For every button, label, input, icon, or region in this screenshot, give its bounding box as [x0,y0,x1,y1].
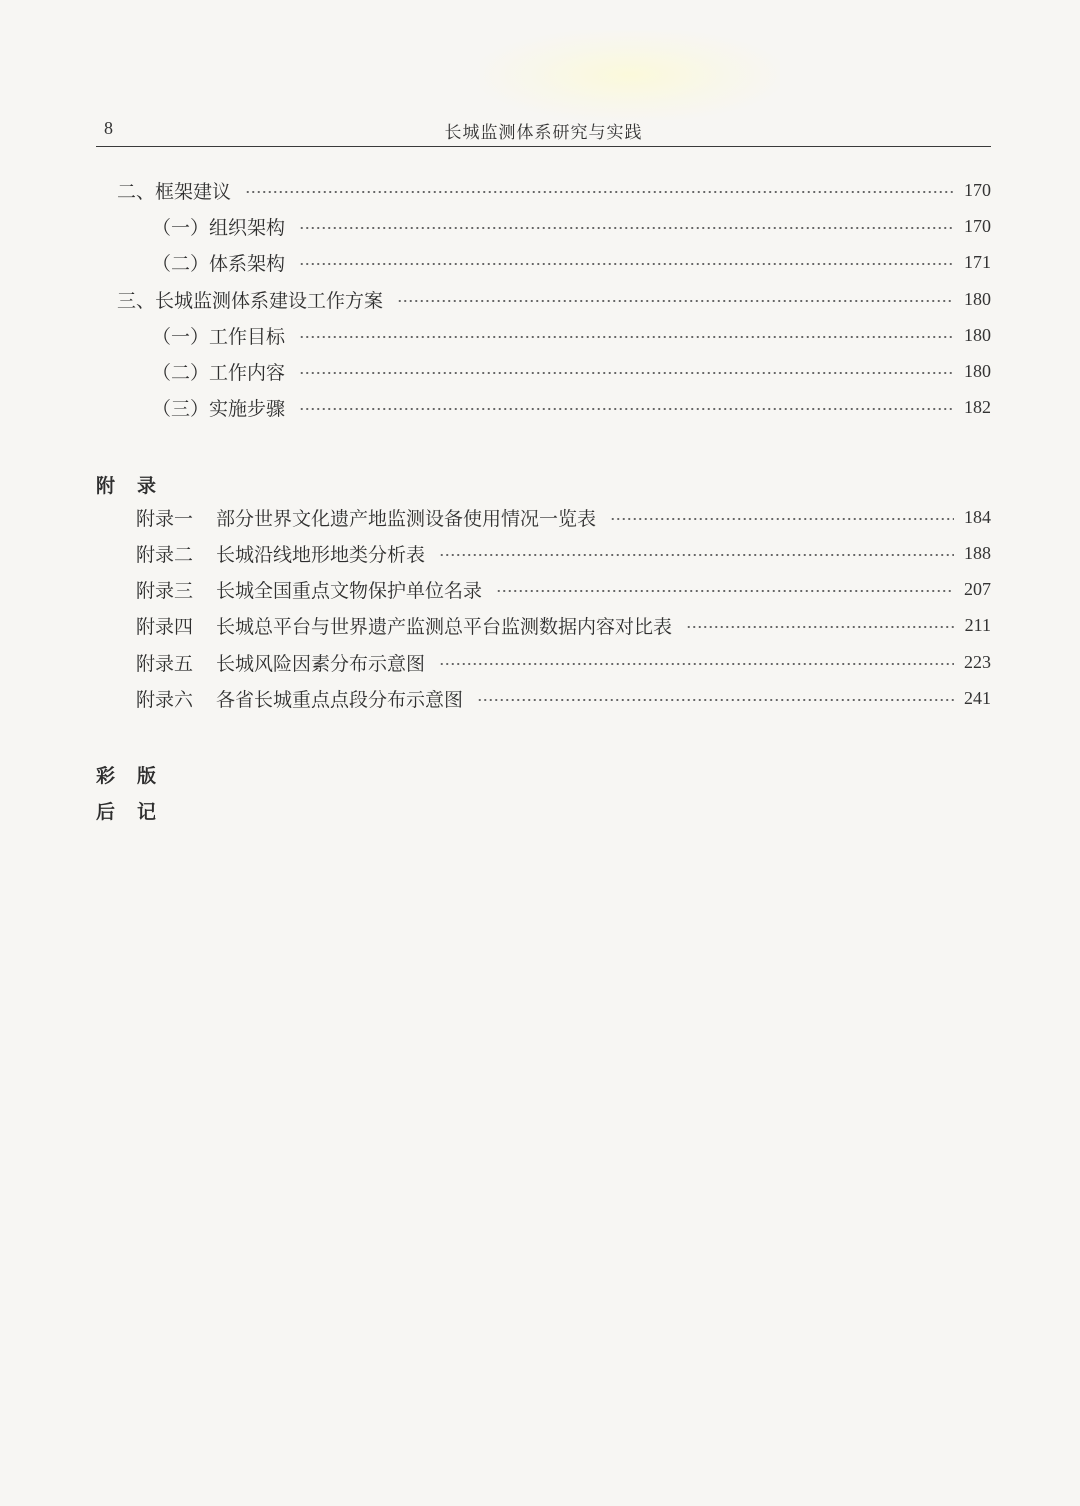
appendix-label: 附录四 [136,615,194,638]
appendix-heading[interactable]: 附录 [96,475,179,497]
dot-leader [299,408,954,410]
toc-entry-page: 171 [964,251,991,272]
toc-entry[interactable] [152,247,991,277]
dot-leader [439,554,954,556]
toc-entry-page: 180 [964,360,991,381]
appendix-title: 各省长城重点点段分布示意图 [216,688,464,711]
appendix-entry[interactable] [136,574,991,604]
dot-leader [299,227,954,229]
dot-leader [299,263,954,265]
toc-entry-title: （二）工作内容 [152,361,286,384]
running-title: 长城监测体系研究与实践 [444,123,643,143]
dot-leader [397,300,954,302]
appendix-title: 部分世界文化遗产地监测设备使用情况一览表 [216,507,597,530]
appendix-page: 207 [964,578,991,599]
appendix-page: 211 [964,614,991,635]
dot-leader [245,191,954,193]
page-header [96,112,991,147]
appendix-entry[interactable] [136,647,991,677]
toc-entry-page: 170 [964,179,991,200]
appendix-label: 附录二 [136,543,194,566]
toc-entry-title: 三、长城监测体系建设工作方案 [117,289,384,312]
toc-entry-title: （一）工作目标 [152,325,286,348]
toc-entry[interactable] [152,356,991,386]
toc-entry-title: 二、框架建议 [117,180,232,203]
toc-entry-title: （三）实施步骤 [152,397,286,420]
appendix-label: 附录三 [136,579,194,602]
appendix-page: 184 [964,506,991,527]
appendix-page: 223 [964,651,991,672]
paper-stain [480,30,780,120]
toc-entry-title: （二）体系架构 [152,252,286,275]
appendix-label: 附录五 [136,652,194,675]
toc-entry-page: 180 [964,324,991,345]
dot-leader [299,372,954,374]
toc-entry-page: 182 [964,396,991,417]
dot-leader [496,590,954,592]
page-number: 8 [104,118,113,138]
appendix-title: 长城全国重点文物保护单位名录 [216,579,483,602]
dot-leader [610,518,954,520]
dot-leader [299,336,954,338]
appendix-label: 附录一 [136,507,194,530]
toc-entry[interactable] [152,320,991,350]
dot-leader [686,626,955,628]
appendix-entry[interactable] [136,683,991,713]
dot-leader [477,699,954,701]
toc-entry-page: 170 [964,215,991,236]
appendix-page: 241 [964,687,991,708]
toc-entry-page: 180 [964,288,991,309]
color-plates-heading[interactable]: 彩版 [96,765,179,787]
afterword-heading[interactable]: 后记 [96,801,179,823]
toc-entry-title: （一）组织架构 [152,216,286,239]
appendix-page: 188 [964,542,991,563]
appendix-entry[interactable] [136,538,991,568]
toc-entry[interactable] [117,284,991,314]
appendix-title: 长城总平台与世界遗产监测总平台监测数据内容对比表 [216,615,673,638]
appendix-label: 附录六 [136,688,194,711]
appendix-title: 长城风险因素分布示意图 [216,652,426,675]
toc-entry[interactable] [152,211,991,241]
appendix-title: 长城沿线地形地类分析表 [216,543,426,566]
dot-leader [439,663,954,665]
toc-entry[interactable] [152,392,991,422]
appendix-entry[interactable] [136,502,991,532]
toc-entry[interactable] [117,175,991,205]
appendix-entry[interactable] [136,610,991,640]
